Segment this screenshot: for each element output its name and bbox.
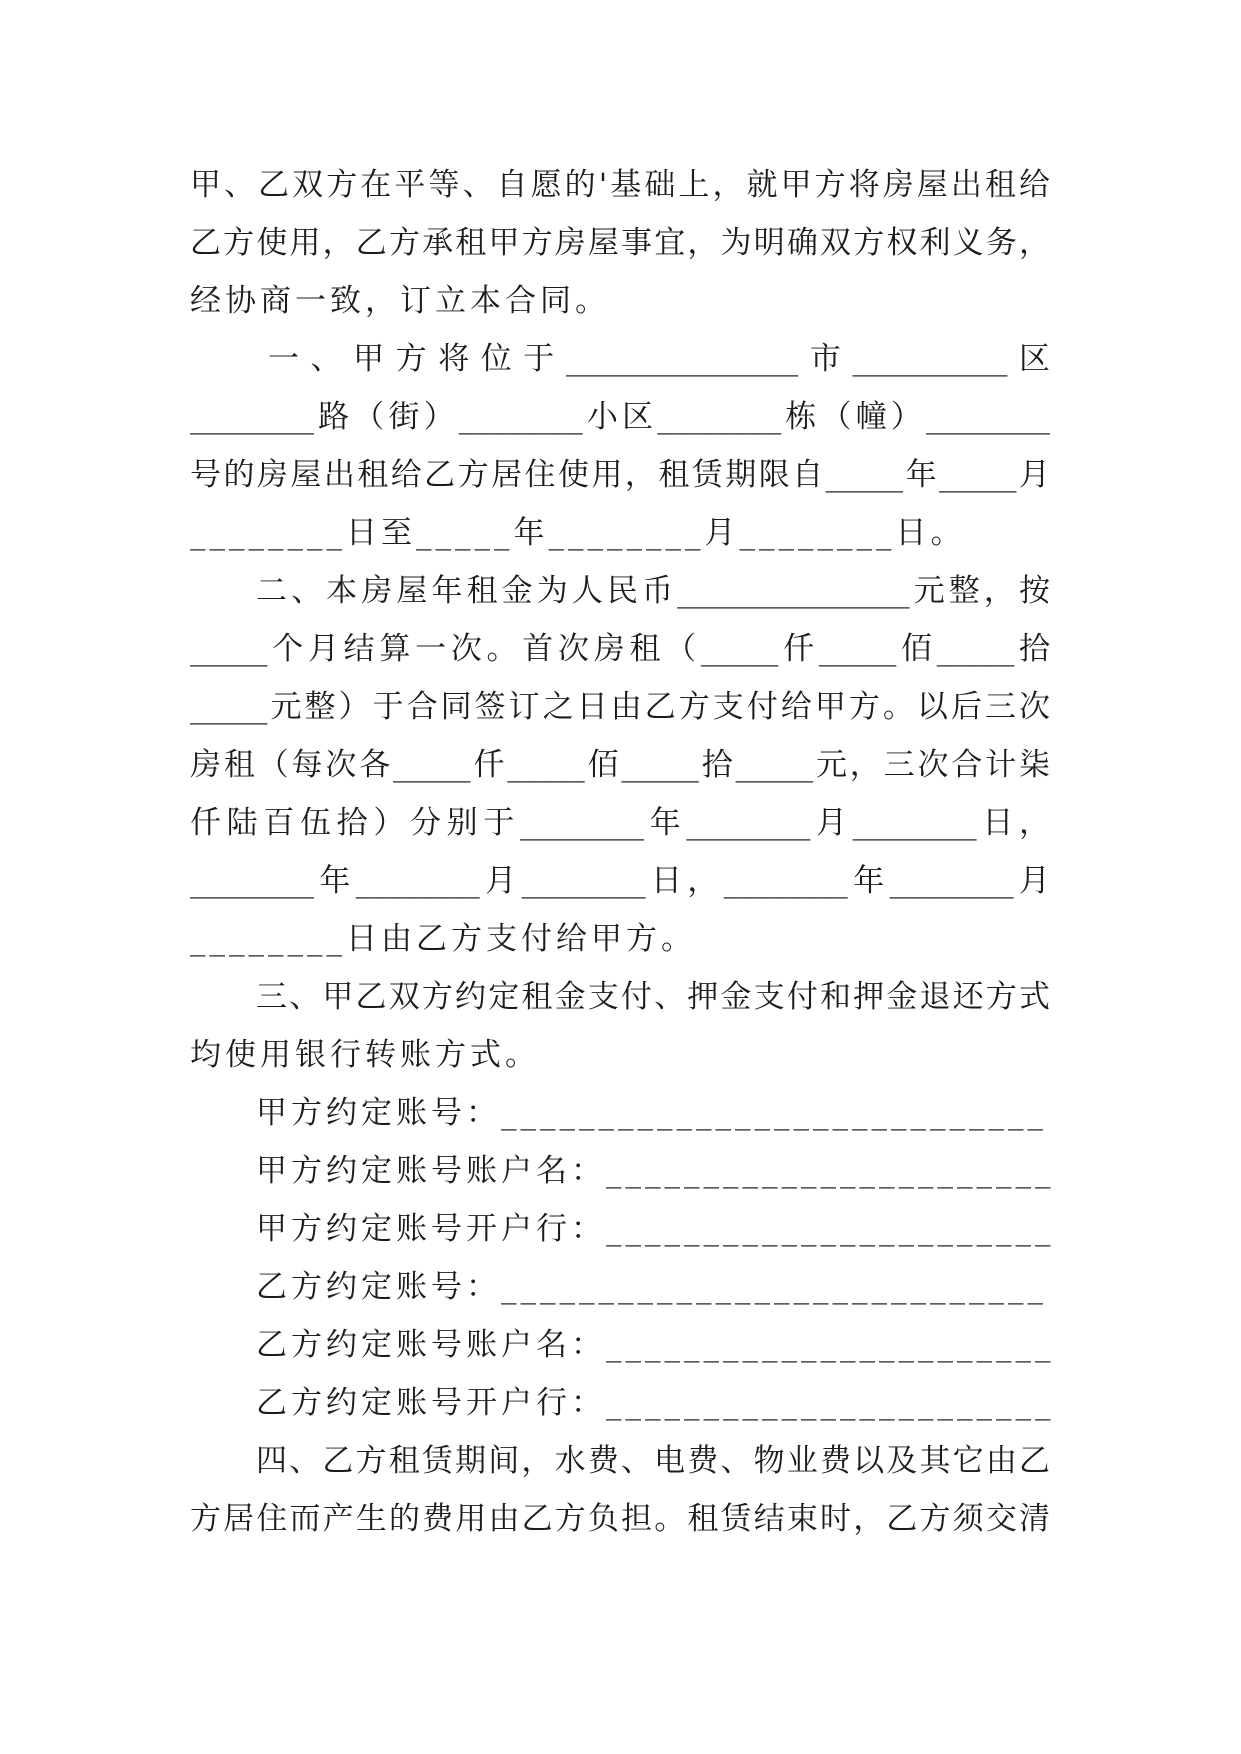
party-b-bank-field: 乙方约定账号开户行：_______________________ xyxy=(256,1385,1055,1421)
clause-3-line: 三、甲乙双方约定租金支付、押金支付和押金退还方式 xyxy=(256,979,1050,1015)
clause-2-line: _____个月结算一次。首次房租（_____仟_____佰_____拾 xyxy=(190,631,1050,667)
party-b-account-field: 乙方约定账号：____________________________ xyxy=(256,1269,1047,1305)
party-a-account-name-field: 甲方约定账号账户名：_______________________ xyxy=(256,1153,1055,1189)
clause-2-line: 二、本房屋年租金为人民币_______________元整，按 xyxy=(256,573,1050,609)
clause-4-line: 方居住而产生的费用由乙方负担。租赁结束时，乙方须交清 xyxy=(190,1501,1050,1537)
paragraph-line: 经协商一致，订立本合同。 xyxy=(190,283,610,319)
clause-1-line: ________日至_____年________月________日。 xyxy=(190,515,966,551)
clause-2-line: _____元整）于合同签订之日由乙方支付给甲方。以后三次 xyxy=(190,689,1050,725)
clause-3-line: 均使用银行转账方式。 xyxy=(190,1037,540,1073)
clause-2-line: 房租（每次各_____仟_____佰_____拾_____元，三次合计柒 xyxy=(190,747,1050,783)
party-a-account-field: 甲方约定账号：____________________________ xyxy=(256,1095,1047,1131)
clause-2-line: ________日由乙方支付给甲方。 xyxy=(190,921,696,957)
clause-1-line: ________路（街）________小区________栋（幢）________ xyxy=(190,399,1050,435)
clause-4-line: 四、乙方租赁期间，水费、电费、物业费以及其它由乙 xyxy=(256,1443,1050,1479)
paragraph-line: 乙方使用，乙方承租甲方房屋事宜，为明确双方权利义务， xyxy=(190,225,1050,261)
paragraph-line: 甲、乙双方在平等、自愿的'基础上，就甲方将房屋出租给 xyxy=(190,167,1050,203)
party-b-account-name-field: 乙方约定账号账户名：_______________________ xyxy=(256,1327,1055,1363)
clause-2-line: ________年________月________日，________年________月 xyxy=(190,863,1050,899)
clause-2-line: 仟陆百伍拾）分别于________年________月________日， xyxy=(190,805,1050,841)
clause-1-line: 一、甲方将位于_______________市__________区 xyxy=(268,341,1050,377)
clause-1-line: 号的房屋出租给乙方居住使用，租赁期限自_____年_____月 xyxy=(190,457,1050,493)
party-a-bank-field: 甲方约定账号开户行：_______________________ xyxy=(256,1211,1055,1247)
